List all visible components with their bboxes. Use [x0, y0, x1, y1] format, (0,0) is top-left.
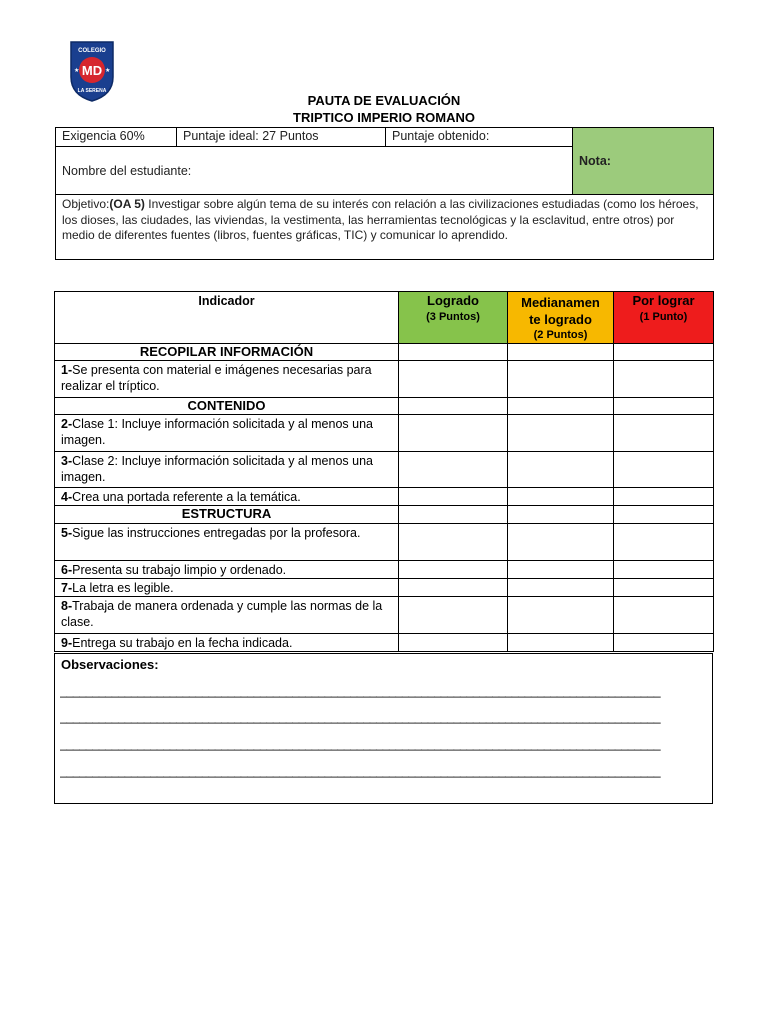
logrado-label: Logrado: [427, 293, 479, 308]
observations-label: Observaciones:: [61, 657, 159, 672]
section-estructura: ESTRUCTURA: [55, 506, 399, 524]
observation-line: _____________________________________________________________________________________________: [60, 684, 661, 698]
indicator-cell: 7-La letra es legible.: [55, 579, 399, 597]
rubric-table: [54, 291, 714, 652]
objective-text: Investigar sobre algún tema de su interés con relación a las civilizaciones estudiadas (como los héroes, los dioses, las ciudades, las viviendas, la vestimenta, las herramientas tecnológicas y la esclavitud, entre otros) por medio de diferentes fuentes (libros, fuentes gráficas, TIC) y comunicar lo aprendido.: [62, 197, 699, 242]
medio-label-1: Medianamen: [521, 295, 600, 310]
puntaje-ideal-cell: Puntaje ideal: 27 Puntos: [177, 128, 386, 147]
table-row: [55, 634, 714, 652]
table-row: [55, 579, 714, 597]
doc-subtitle: TRIPTICO IMPERIO ROMANO: [293, 110, 475, 125]
indicator-cell: 3-Clase 2: Incluye información solicitada y al menos una imagen.: [55, 452, 399, 488]
indicator-cell: 5-Sigue las instrucciones entregadas por la profesora.: [55, 524, 399, 561]
table-row: [55, 415, 714, 452]
header-por-lograr: [614, 292, 714, 344]
doc-title: PAUTA DE EVALUACIÓN: [307, 93, 461, 108]
indicator-cell: 9-Entrega su trabajo en la fecha indicada.: [55, 634, 399, 652]
observations-box: [54, 653, 713, 804]
medio-points: (2 Puntos): [533, 329, 588, 341]
logrado-points: (3 Puntos): [426, 311, 480, 323]
header-indicador: Indicador: [55, 292, 399, 344]
table-row: [55, 488, 714, 506]
table-row: [55, 524, 714, 561]
indicator-cell: 4-Crea una portada referente a la temática.: [55, 488, 399, 506]
table-row: [55, 361, 714, 398]
svg-text:COLEGIO: COLEGIO: [78, 48, 106, 54]
svg-text:LA SERENA: LA SERENA: [77, 88, 107, 94]
svg-text:MD: MD: [81, 63, 103, 78]
header-medianamente: [508, 292, 614, 344]
observation-line: _____________________________________________________________________________________________: [60, 710, 661, 724]
svg-text:★: ★: [105, 68, 111, 74]
section-recopilar: RECOPILAR INFORMACIÓN: [55, 344, 399, 361]
por-lograr-label: Por lograr: [632, 293, 695, 308]
nota-cell: Nota:: [573, 128, 714, 195]
table-row: [55, 597, 714, 634]
medio-label-2: te logrado: [529, 312, 592, 327]
indicator-cell: 2-Clase 1: Incluye información solicitada y al menos una imagen.: [55, 415, 399, 452]
puntaje-obtenido-cell: Puntaje obtenido:: [386, 128, 573, 147]
student-name-cell: Nombre del estudiante:: [56, 147, 573, 195]
header-logrado: [399, 292, 508, 344]
info-table: [55, 127, 714, 260]
exigencia-cell: Exigencia 60%: [56, 128, 177, 147]
section-contenido: CONTENIDO: [55, 398, 399, 415]
por-lograr-points: (1 Punto): [639, 311, 688, 323]
svg-text:★: ★: [74, 68, 80, 74]
objective-cell: [56, 195, 714, 260]
indicator-cell: 1-Se presenta con material e imágenes necesarias para realizar el tríptico.: [55, 361, 399, 398]
observation-line: _____________________________________________________________________________________________: [60, 764, 661, 778]
indicator-cell: 8-Trabaja de manera ordenada y cumple las normas de la clase.: [55, 597, 399, 634]
objective-label: Objetivo:: [62, 197, 110, 211]
indicator-cell: 6-Presenta su trabajo limpio y ordenado.: [55, 561, 399, 579]
observation-line: _____________________________________________________________________________________________: [60, 737, 661, 751]
table-row: [55, 561, 714, 579]
table-row: [55, 452, 714, 488]
objective-code: (OA 5): [109, 197, 145, 211]
